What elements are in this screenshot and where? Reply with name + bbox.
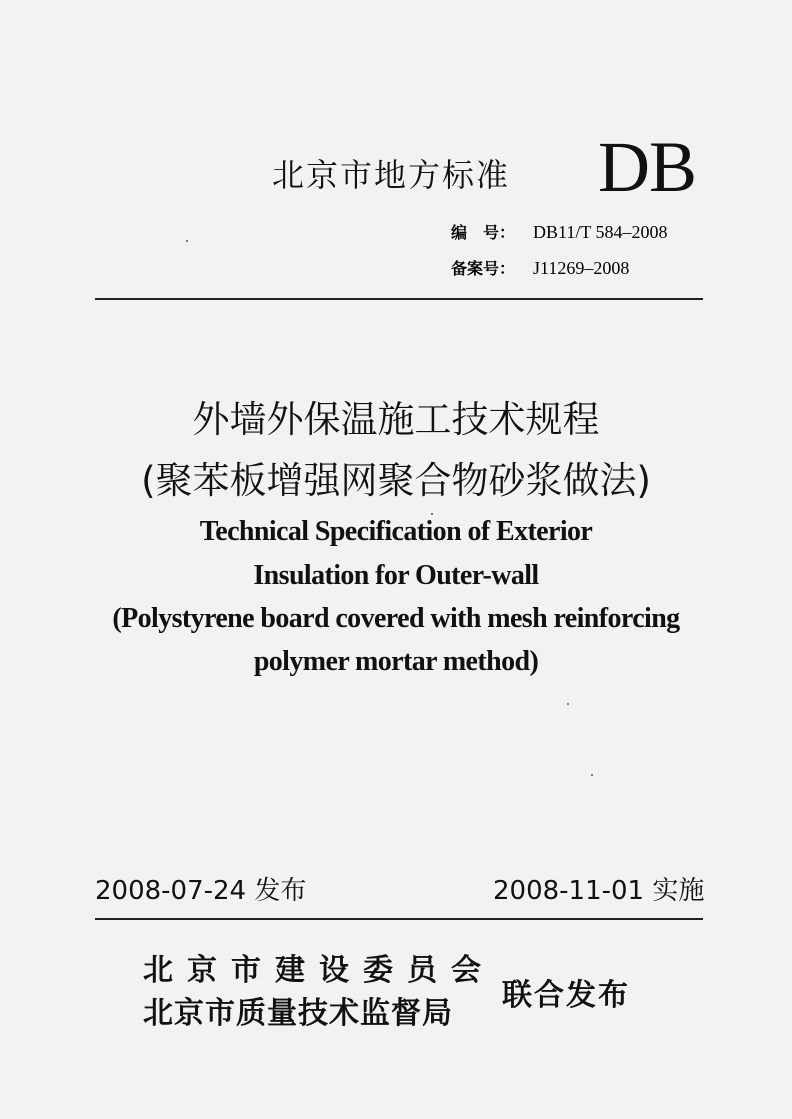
db-standard-mark: DB [598, 127, 697, 207]
record-number-label: 备案号： [451, 259, 516, 278]
scan-speck [567, 703, 569, 705]
scan-speck [186, 240, 188, 242]
scan-speck [591, 774, 593, 776]
publisher-line-1: 北京市建设委员会 [143, 953, 495, 988]
header-divider [95, 298, 703, 300]
title-chinese-line-1: 外墙外保温施工技术规程 [192, 398, 600, 441]
title-english-line-3: (Polystyrene board covered with mesh reinforcing [112, 603, 680, 634]
scan-speck [431, 513, 433, 515]
title-english-line-4: polymer mortar method) [253, 646, 539, 677]
record-number-row [451, 256, 629, 279]
publisher-line-2: 北京市质量技术监督局 [143, 996, 453, 1031]
title-english-line-1: Technical Specification of Exterior [199, 516, 593, 547]
record-number-value: J11269–2008 [533, 258, 630, 278]
standard-code-label: 编 号： [451, 223, 516, 242]
standard-code-value: DB11/T 584–2008 [533, 222, 668, 242]
title-english-line-2: Insulation for Outer-wall [253, 560, 539, 591]
implementation-date: 2008-11-01 实施 [493, 876, 705, 906]
issue-date: 2008-07-24 发布 [95, 876, 307, 906]
joint-release-label: 联合发布 [502, 978, 630, 1013]
standard-code-row [451, 220, 668, 243]
footer-divider [95, 918, 703, 920]
title-chinese-line-2: (聚苯板增强网聚合物砂浆做法) [141, 459, 651, 502]
standard-category-title: 北京市地方标准 [272, 156, 511, 194]
